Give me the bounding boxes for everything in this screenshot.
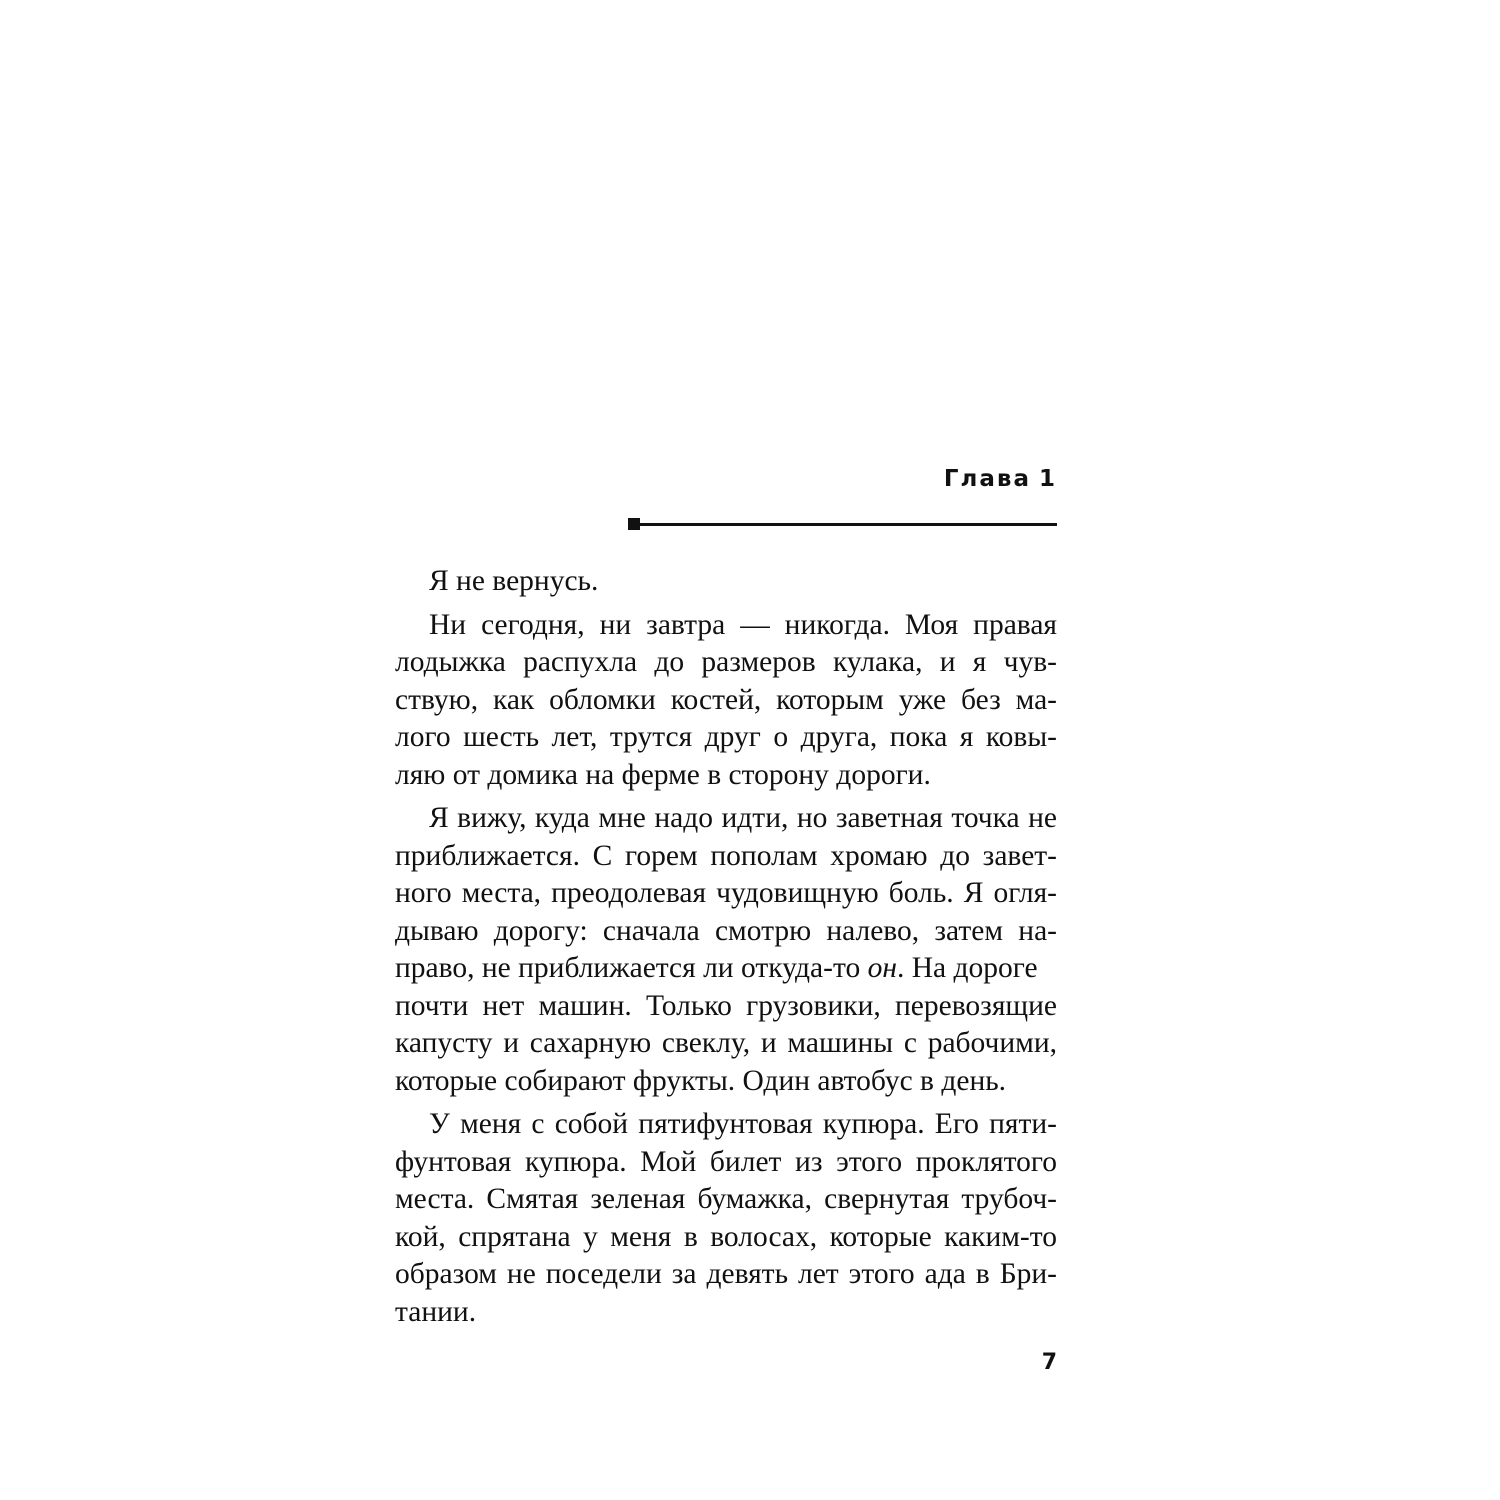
- text-line: фунтовая купюра. Мой билет из этого проклятого: [395, 1145, 1057, 1178]
- text-line: Я вижу, куда мне надо идти, но заветная точка не: [429, 802, 1057, 834]
- text-line: места. Смятая зеленая бумажка, свернутая трубоч-: [395, 1183, 1057, 1215]
- text-line: лого шесть лет, трутся друг о друга, пока я ковы-: [395, 721, 1057, 753]
- text-line: Ни сегодня, ни завтра — никогда. Моя правая: [429, 608, 1057, 641]
- chapter-body: [395, 563, 1057, 1331]
- text-line: почти нет машин. Только грузовики, перевозящие: [395, 989, 1057, 1022]
- italic-word: он: [867, 952, 897, 984]
- text-line: дываю дорогу: сначала смотрю налево, затем на-: [395, 914, 1057, 947]
- chapter-number: 1: [1038, 466, 1057, 492]
- paragraph: [395, 800, 1057, 1100]
- text-line: У меня с собой пятифунтовая купюра. Его пяти-: [429, 1108, 1057, 1140]
- paragraph: [395, 1106, 1057, 1331]
- text-line: тании.: [395, 1295, 477, 1328]
- text-segment: право, не приближается ли откуда-то: [395, 952, 868, 984]
- text-line: приближается. С горем пополам хромаю до завет-: [395, 839, 1057, 872]
- text-line: Я не вернусь.: [429, 565, 599, 597]
- chapter-heading: [944, 466, 1057, 492]
- text-line: ствую, как обломки костей, которым уже без ма-: [395, 683, 1057, 716]
- text-line: ляю от домика на ферме в сторону дороги.: [395, 758, 931, 791]
- paragraph: [395, 563, 1057, 601]
- text-line-with-italic: [395, 950, 1057, 988]
- page-number: 7: [1041, 1350, 1057, 1375]
- text-line: кой, спрятана у меня в волосах, которые каким-то: [395, 1220, 1057, 1253]
- paragraph: [395, 607, 1057, 795]
- text-line: образом не поседели за девять лет этого ада в Бри-: [395, 1258, 1057, 1290]
- text-line: лодыжка распухла до размеров кулака, и я чув-: [395, 646, 1057, 678]
- text-line: капусту и сахарную свеклу, и машины с рабочими,: [395, 1027, 1057, 1059]
- text-line: которые собирают фрукты. Один автобус в день.: [395, 1064, 1007, 1097]
- chapter-rule: [628, 523, 1057, 526]
- text-segment: . На дороге: [896, 952, 1038, 984]
- text-line: ного места, преодолевая чудовищную боль. Я огля-: [395, 877, 1057, 909]
- chapter-label: Глава: [943, 466, 1031, 492]
